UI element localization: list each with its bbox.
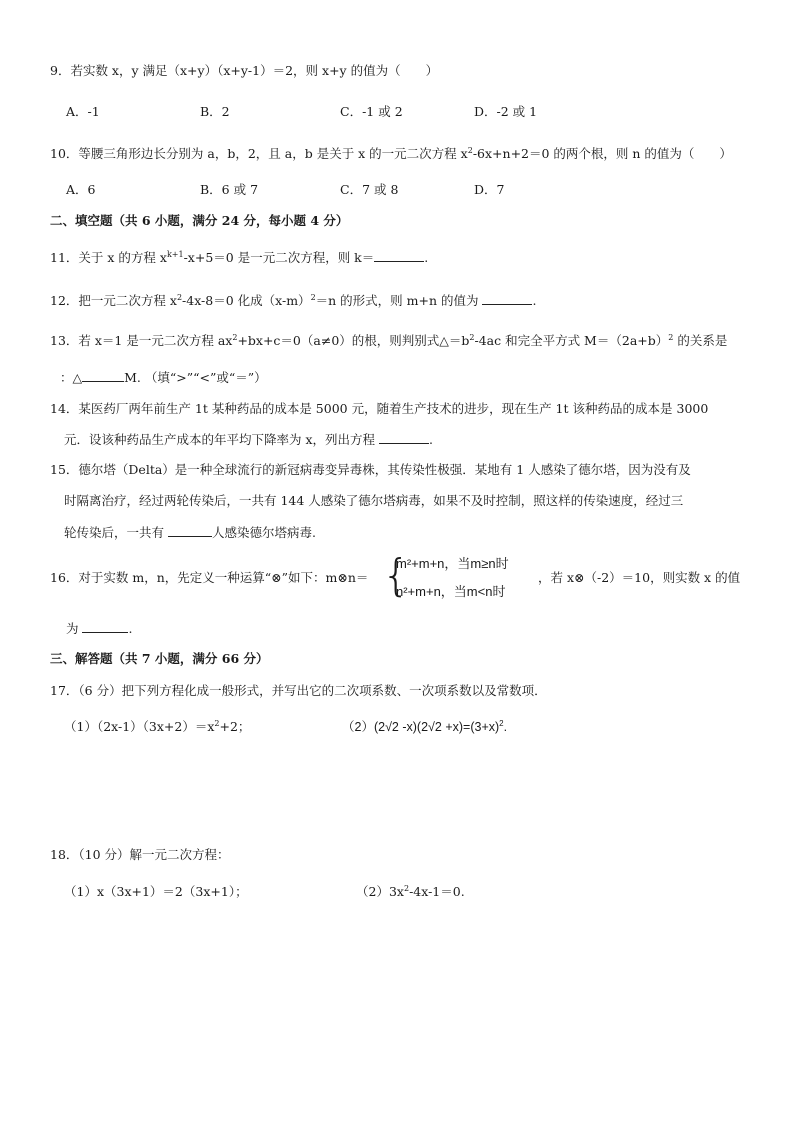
q15-line3-a: 轮传染后，一共有 xyxy=(64,525,168,540)
q17-part-2 xyxy=(342,719,507,735)
q18-p2-b: -4x-1＝0. xyxy=(409,884,465,899)
question-9-stem: 9．若实数 x，y 满足（x+y）（x+y-1）＝2，则 x+y 的值为（ ） xyxy=(50,63,439,78)
q13-text-b: +bx+c＝0（a≠0）的根，则判别式△＝b xyxy=(237,333,470,348)
q11-answer-blank[interactable] xyxy=(374,249,424,262)
q13-sup-3: 2 xyxy=(668,333,674,342)
question-14-line-1: 14．某医药厂两年前生产 1t 某种药品的成本是 5000 元，随着生产技术的进步，现在生产 1t 该种药品的成本是 3000 xyxy=(50,401,709,416)
q11-text-b: -x+5＝0 是一元二次方程，则 k＝ xyxy=(183,250,375,265)
q14-end: . xyxy=(429,432,433,447)
piecewise-case-2: n²+m+n，当m<n时 xyxy=(396,584,506,599)
question-18-stem: 18．（10 分）解一元二次方程： xyxy=(50,847,230,862)
question-10-stem xyxy=(50,146,732,162)
q17-p1-sup: 2 xyxy=(214,719,220,728)
q12-end: . xyxy=(532,293,537,308)
q17-p2-a: （2）(2√2 -x)(2√2 +x)=(3+x) xyxy=(342,720,500,734)
q17-p1-b: +2； xyxy=(219,719,251,734)
q12-text-c: ＝n 的形式，则 m+n 的值为 xyxy=(315,293,483,308)
q18-p2-sup: 2 xyxy=(403,884,410,893)
q14-line2-text: 元．设该种药品生产成本的年平均下降率为 x，列出方程 xyxy=(64,432,379,447)
q11-text-a: 11．关于 x 的方程 x xyxy=(50,250,167,265)
q10-text-a: 10．等腰三角形边长分别为 a，b，2，且 a，b 是关于 x 的一元二次方程 x xyxy=(50,146,468,161)
q10-option-d: D．7 xyxy=(474,182,505,197)
question-11 xyxy=(50,249,428,266)
q9-option-a: A．-1 xyxy=(66,104,100,119)
question-16-left: 16．对于实数 m，n，先定义一种运算“⊗”如下：m⊗n＝ xyxy=(50,570,369,585)
q16-answer-blank[interactable] xyxy=(82,620,128,633)
q17-p2-sup: 2 xyxy=(499,719,504,728)
q12-text-b: -4x-8＝0 化成（x-m） xyxy=(182,293,311,308)
q10-option-a: A．6 xyxy=(66,182,96,197)
q13-answer-blank[interactable] xyxy=(82,369,124,382)
question-16-right: ，若 x⊗（-2）＝10，则实数 x 的值 xyxy=(538,570,741,585)
q11-sup: k+1 xyxy=(166,250,184,259)
q16-line2-text: 为 xyxy=(66,621,83,636)
question-12 xyxy=(50,292,536,309)
q12-sup-2: 2 xyxy=(310,293,316,302)
q13-sup-1: 2 xyxy=(232,333,238,342)
q10-sup: 2 xyxy=(467,146,473,155)
q13-line2-b: M. （填“>”“<”或“＝”） xyxy=(124,370,267,385)
q10-option-c: C．7 或 8 xyxy=(340,182,399,197)
piecewise-brace: { xyxy=(382,550,410,601)
question-15-line-3 xyxy=(64,524,316,541)
q15-line3-b: 人感染德尔塔病毒. xyxy=(211,525,316,540)
q17-p1-a: （1）（2x-1）（3x+2）＝x xyxy=(64,719,215,734)
q13-text-a: 13．若 x＝1 是一元二次方程 ax xyxy=(50,333,233,348)
q15-answer-blank[interactable] xyxy=(168,524,212,537)
q18-part-1: （1）x（3x+1）＝2（3x+1）； xyxy=(64,884,248,899)
q10-text-b: -6x+n+2＝0 的两个根，则 n 的值为（ ） xyxy=(472,146,732,161)
question-14-line-2 xyxy=(64,431,433,448)
q12-sup-1: 2 xyxy=(176,293,183,302)
q17-p2-b: . xyxy=(503,720,508,734)
q17-part-1 xyxy=(64,719,250,735)
q10-option-b: B．6 或 7 xyxy=(200,182,259,197)
q12-text-a: 12．把一元二次方程 x xyxy=(50,293,177,308)
q13-text-c: -4ac 和完全平方式 M＝（2a+b） xyxy=(474,333,669,348)
q9-option-c: C．-1 或 2 xyxy=(340,104,403,119)
q14-answer-blank[interactable] xyxy=(379,431,429,444)
q13-sup-2: 2 xyxy=(469,333,475,342)
question-13-line-2 xyxy=(60,369,267,386)
question-15-line-1: 15．德尔塔（Delta）是一种全球流行的新冠病毒变异毒株，其传染性极强．某地有 1 人感染了德尔塔，因为没有及 xyxy=(50,462,691,477)
section-2-heading: 二、填空题（共 6 小题，满分 24 分，每小题 4 分） xyxy=(50,213,349,228)
question-13 xyxy=(50,333,727,349)
q13-text-d: 的关系是 xyxy=(673,333,728,348)
q9-option-d: D．-2 或 1 xyxy=(474,104,538,119)
q18-p2-a: （2）3x xyxy=(356,884,404,899)
question-17-stem: 17．（6 分）把下列方程化成一般形式，并写出它的二次项系数、一次项系数以及常数项． xyxy=(50,683,547,698)
question-16-line-2 xyxy=(66,620,132,637)
piecewise-case-1: m²+m+n，当m≥n时 xyxy=(396,556,509,571)
q9-option-b: B．2 xyxy=(200,104,230,119)
q12-answer-blank[interactable] xyxy=(482,292,532,305)
q11-end: . xyxy=(424,250,429,265)
q18-part-2 xyxy=(356,884,465,900)
q13-line2-a: ：△ xyxy=(60,370,83,385)
question-15-line-2: 时隔离治疗，经过两轮传染后，一共有 144 人感染了德尔塔病毒，如果不及时控制，照这样的传染速度，经过三 xyxy=(64,493,684,508)
section-3-heading: 三、解答题（共 7 小题，满分 66 分） xyxy=(50,651,269,666)
q16-end: . xyxy=(128,621,133,636)
